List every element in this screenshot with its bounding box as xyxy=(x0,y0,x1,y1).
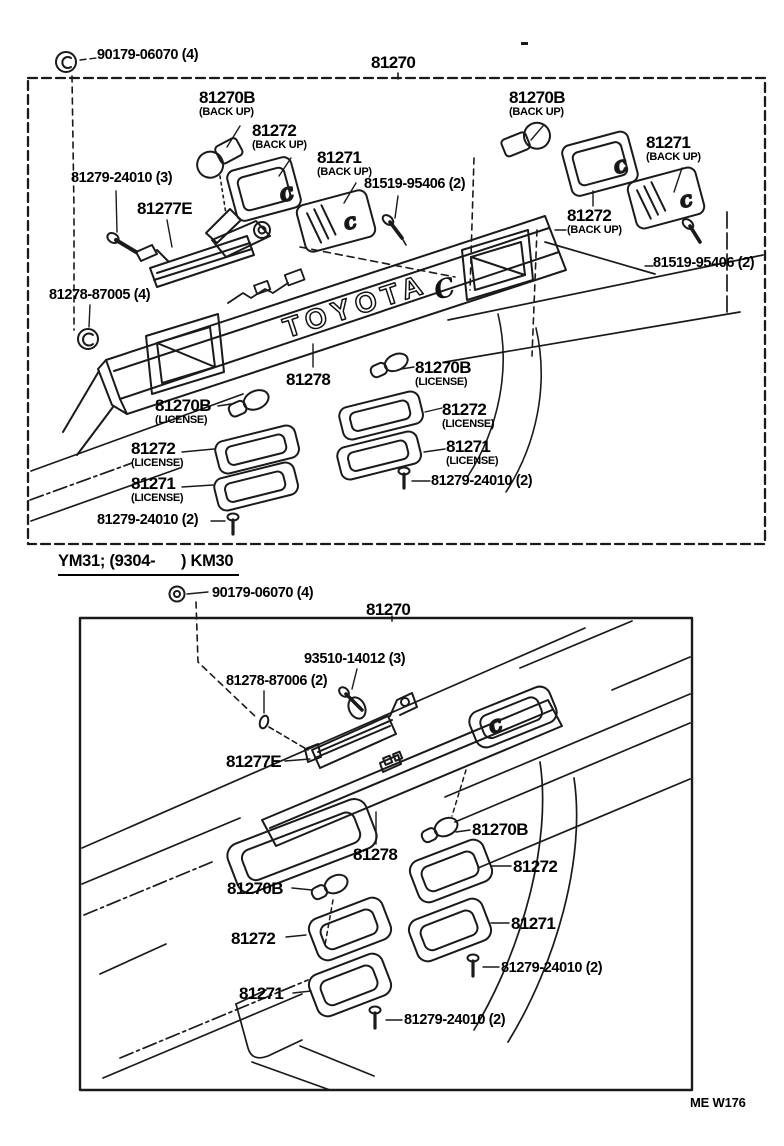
part-label-81279-24010-2-right: 81279-24010 (2) xyxy=(431,473,533,489)
body-curve xyxy=(506,328,541,492)
clip-icon-81278-87006 xyxy=(258,715,270,730)
license-bulb-right-art xyxy=(368,350,410,380)
part-label-93510-14012: 93510-14012 (3) xyxy=(304,651,406,667)
part-label-81272-license-right: 81272 (LICENSE) xyxy=(442,400,495,430)
part-label-81272-backup-right: 81272 (BACK UP) xyxy=(567,206,622,236)
license-lens-81271-right-art-2 xyxy=(406,895,495,964)
part-label-81278-87005: 81278-87005 (4) xyxy=(49,287,151,303)
part-label-81271-right-2: 81271 xyxy=(511,914,556,933)
toyota-emblem-mark: C xyxy=(430,272,459,307)
guide-dashes xyxy=(269,727,308,750)
part-label-81279-24010-2-right-2: 81279-24010 (2) xyxy=(501,960,603,976)
part-label-81271-license-right: 81271 (LICENSE) xyxy=(446,437,499,467)
guide-dashes xyxy=(532,230,537,356)
screw-icon-81279-right-2 xyxy=(468,955,479,977)
diagram-title-81270-top: 81270 xyxy=(371,53,416,72)
screw-icon-81519-left xyxy=(381,213,406,245)
part-label-81277e-top: 81277E xyxy=(137,199,193,218)
model-code-heading: YM31; (9304- ) KM30 xyxy=(58,552,239,576)
part-label-81519-95406-right: 81519-95406 (2) xyxy=(653,255,755,271)
screw-icon-81279-left-bracket xyxy=(106,231,136,252)
part-label-81270b-left-2: 81270B xyxy=(227,879,283,898)
part-label-81270b-license-right: 81270B (LICENSE) xyxy=(415,358,471,388)
mount-bracket-art-2 xyxy=(305,693,417,768)
stray-mark xyxy=(521,42,528,45)
part-label-81272-left-2: 81272 xyxy=(231,929,276,948)
part-label-81279-24010-2-left: 81279-24010 (2) xyxy=(97,512,199,528)
screw-icon-81279-bottom-2 xyxy=(370,1007,381,1029)
part-label-81271-license-left: 81271 (LICENSE) xyxy=(131,474,184,504)
part-label-81279-24010-2-bottom-2: 81279-24010 (2) xyxy=(404,1012,506,1028)
lens-emblem-mark: C xyxy=(678,191,695,212)
lens-emblem-mark: C xyxy=(612,156,630,178)
part-label-81519-95406-left: 81519-95406 (2) xyxy=(364,176,466,192)
part-label-81278-top: 81278 xyxy=(286,370,331,389)
grommet-icon-81278-87005 xyxy=(78,329,98,349)
license-lens-81272-right-art xyxy=(337,390,425,442)
part-label-81272-right-2: 81272 xyxy=(513,857,558,876)
screw-icon-81519-right xyxy=(681,217,700,242)
license-bulb-left-art xyxy=(226,386,272,420)
screw-icon-81279-left xyxy=(228,514,239,535)
license-lens-81271-right-art xyxy=(335,430,423,482)
part-label-81271-left-2: 81271 xyxy=(239,984,284,1003)
diagram-title-81270-bottom: 81270 xyxy=(366,600,411,619)
guide-dashes xyxy=(300,247,455,277)
part-label-81279-24010-3: 81279-24010 (3) xyxy=(71,170,173,186)
part-label-81278-bottom: 81278 xyxy=(353,845,398,864)
part-label-90179-06070: 90179-06070 (4) xyxy=(97,47,199,63)
license-bulb-left-art-2 xyxy=(309,871,351,903)
lens-emblem-mark: C xyxy=(342,213,359,234)
lens-emblem-mark: C xyxy=(278,184,297,207)
toyota-lettering: TOYOTA xyxy=(279,267,432,344)
part-label-90179-06070-2: 90179-06070 (4) xyxy=(212,585,314,601)
part-label-81272-backup-left: 81272 (BACK UP) xyxy=(252,121,307,151)
license-lens-81271-left-art xyxy=(212,461,300,513)
license-lens-81272-left-art xyxy=(213,424,301,476)
screw-icon-81279-right xyxy=(399,468,410,489)
part-label-81270b-backup-left: 81270B (BACK UP) xyxy=(199,88,255,118)
push-nut-icon-2 xyxy=(170,587,259,720)
backup-bulb-right-art xyxy=(499,119,554,161)
part-label-81270b-license-left: 81270B (LICENSE) xyxy=(155,396,211,426)
part-label-81271-backup-left: 81271 (BACK UP) xyxy=(317,148,372,178)
part-label-81278-87006: 81278-87006 (2) xyxy=(226,673,328,689)
housing-emblem-mark: C xyxy=(486,715,506,738)
page-plate-code: ME W176 xyxy=(690,1095,746,1110)
license-lens-81272-left-art-2 xyxy=(306,894,395,963)
part-label-81272-license-left: 81272 (LICENSE) xyxy=(131,439,184,469)
part-label-81277e-bottom: 81277E xyxy=(226,752,282,771)
part-label-81270b-backup-right: 81270B (BACK UP) xyxy=(509,88,565,118)
part-label-81270b-right-2: 81270B xyxy=(472,820,528,839)
part-label-81271-backup-right: 81271 (BACK UP) xyxy=(646,133,701,163)
license-bulb-right-art-2 xyxy=(419,814,461,846)
license-lens-81272-right-art-2 xyxy=(407,836,496,905)
guide-dots xyxy=(220,176,226,214)
backup-lens-81271-left-art xyxy=(295,189,377,254)
